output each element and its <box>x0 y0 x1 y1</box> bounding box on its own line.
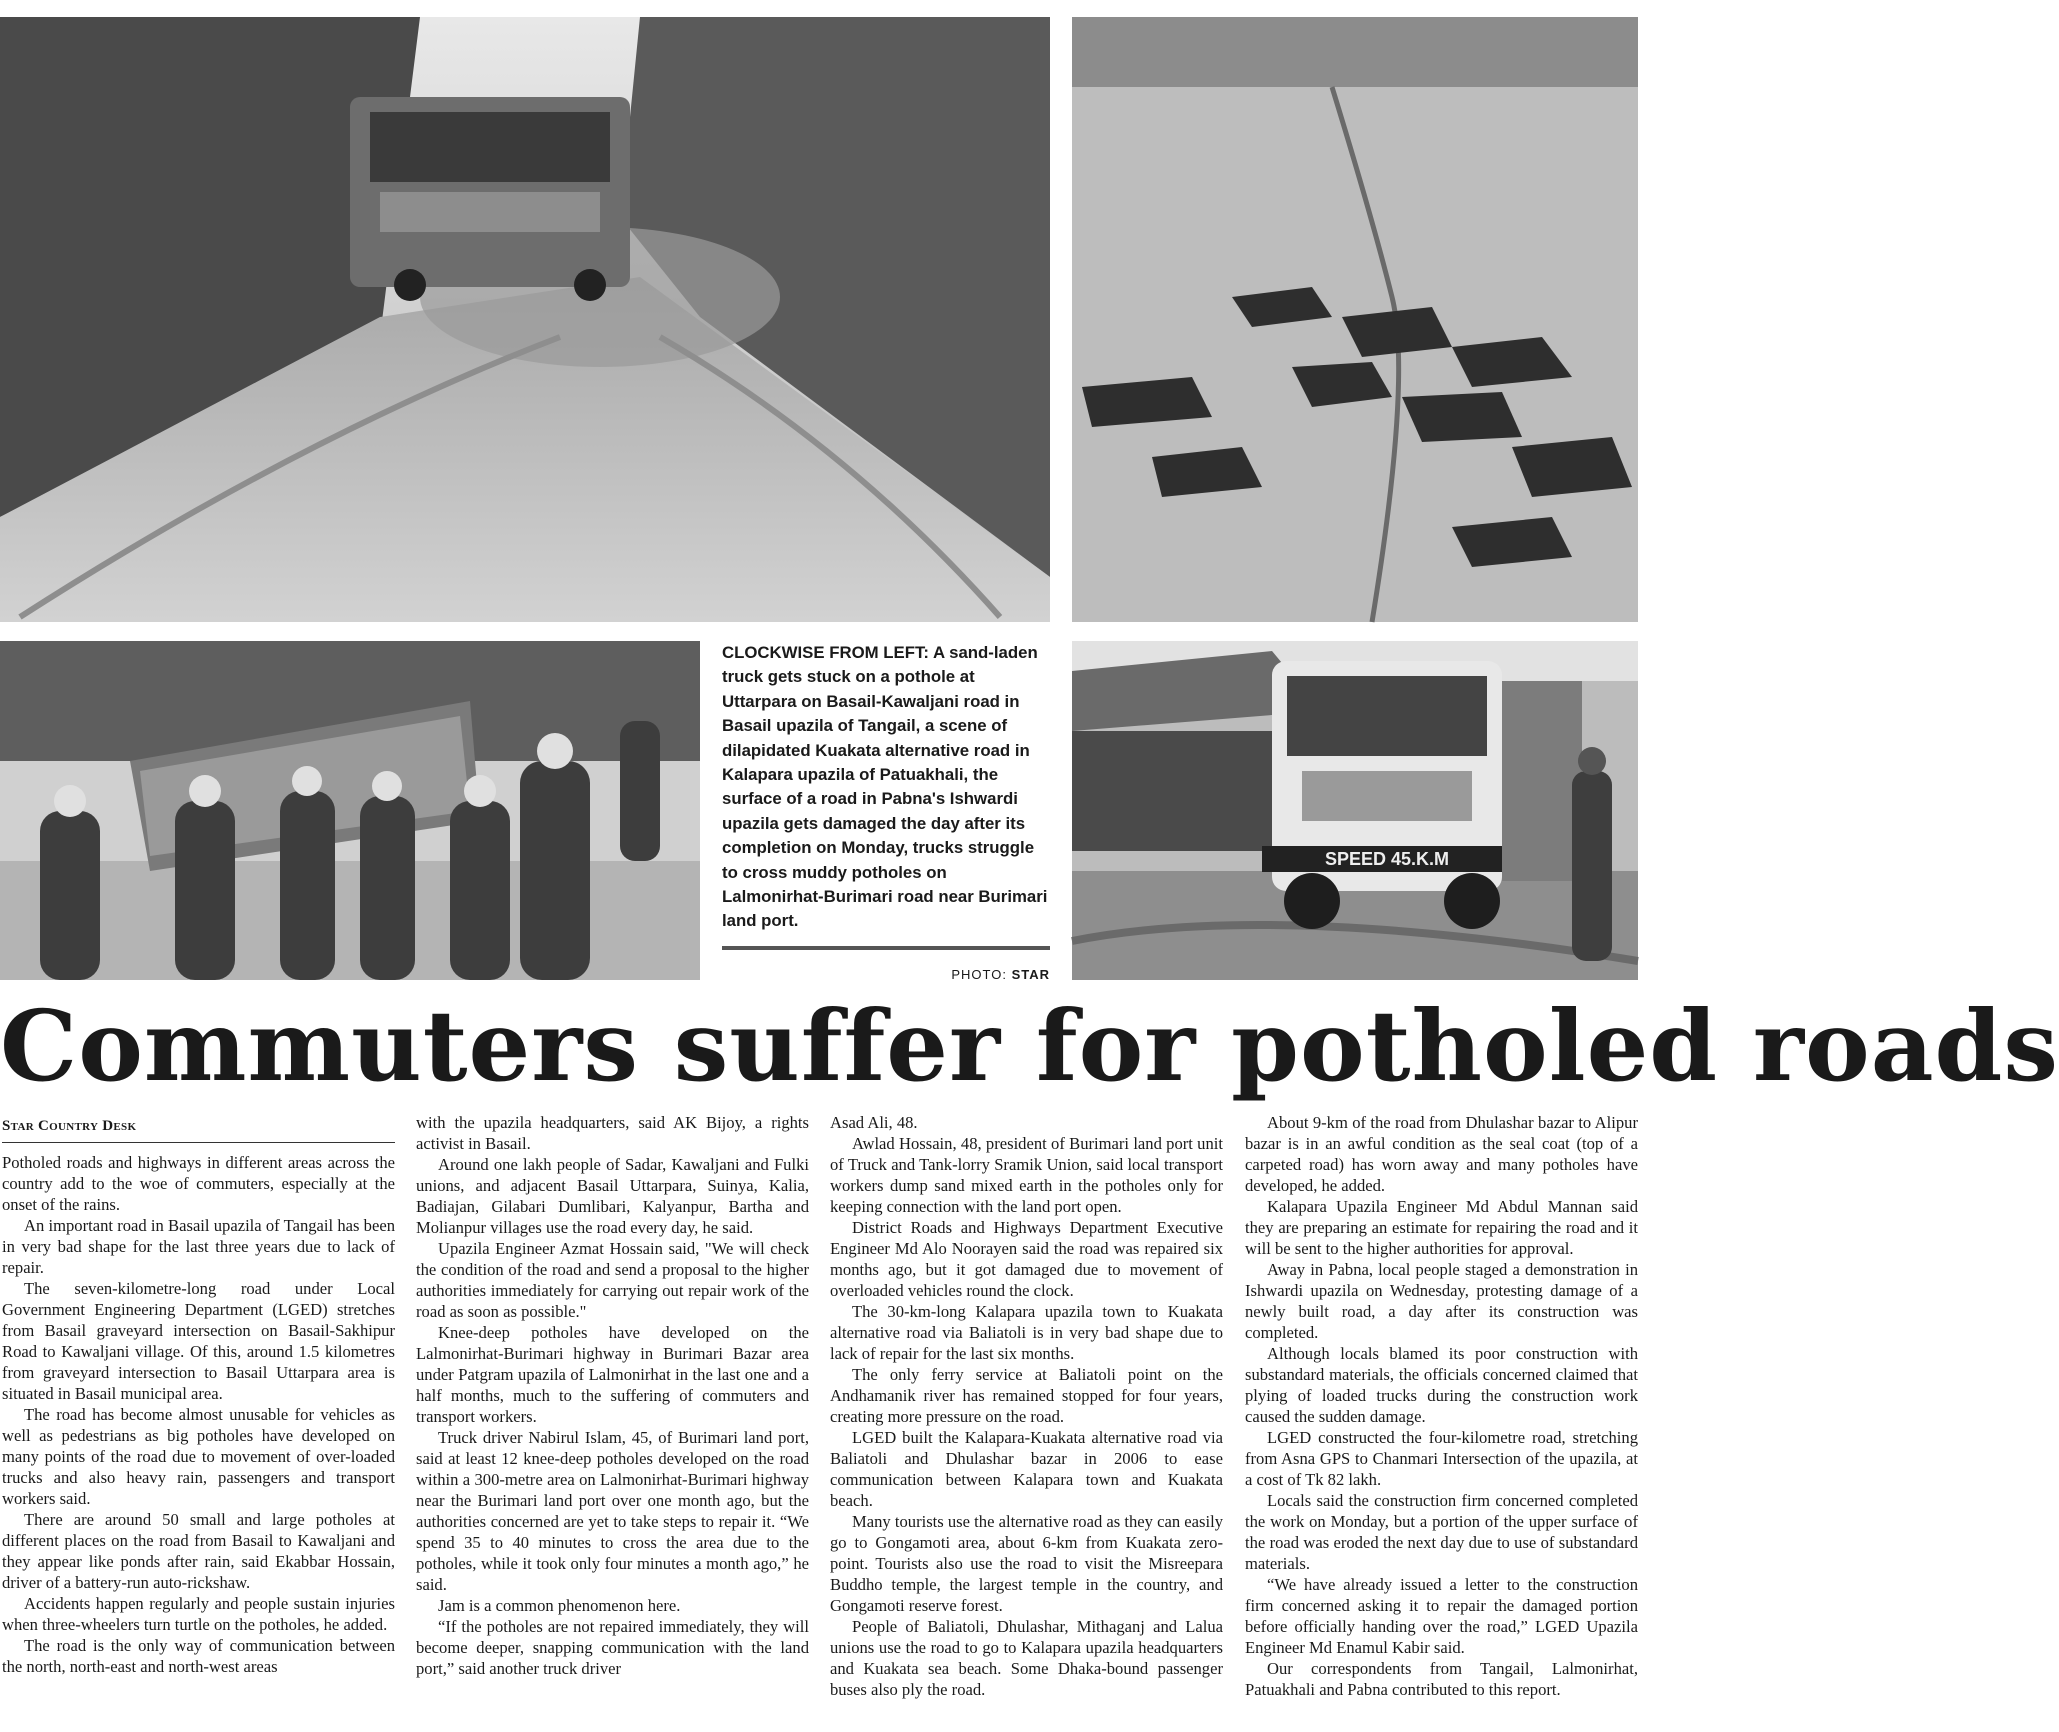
paragraph: There are around 50 small and large potholes at different places on the road from Basail to Kawaljani and they appear like ponds after rain, said Ekabbar Hossain, driver of a battery-run auto-rickshaw. <box>2 1510 395 1592</box>
headline: Commuters suffer for potholed roads <box>0 989 2059 1103</box>
photo-tata-truck-mud <box>1072 641 1638 980</box>
paragraph: “If the potholes are not repaired immediately, they will become deeper, snapping communication with the land port,” said another truck driver <box>416 1617 809 1678</box>
damaged-road-surface-photo <box>1072 17 1638 622</box>
paragraph: The road is the only way of communication between the north, north-east and north-west areas <box>2 1636 395 1676</box>
paragraph: Locals said the construction firm concerned completed the work on Monday, but a portion of the upper surface of the road was eroded the next day due to use of substandard materials. <box>1245 1491 1638 1573</box>
paragraph: LGED constructed the four-kilometre road, stretching from Asna GPS to Chanmari Intersection of the upazila, at a cost of Tk 82 lakh. <box>1245 1428 1638 1489</box>
paragraph: District Roads and Highways Department Executive Engineer Md Alo Noorayen said the road was repaired six months ago, but it got damaged due to movement of overloaded vehicles round the clock. <box>830 1218 1223 1300</box>
article-column-2 <box>416 1112 809 1679</box>
paragraph: The seven-kilometre-long road under Local Government Engineering Department (LGED) stretches from Basail graveyard intersection on Basail-Sakhipur Road to Kawaljani village. Of this, around 1.5 kilometres from graveyard intersection to Basail Uttarpara area is situated in Basail municipal area. <box>2 1279 395 1403</box>
paragraph: “We have already issued a letter to the construction firm concerned asking it to repair the damaged portion before officially handing over the road,” LGED Upazila Engineer Md Enamul Kabir said. <box>1245 1575 1638 1657</box>
photo-caption: CLOCKWISE FROM LEFT: A sand-laden truck gets stuck on a pothole at Uttarpara on Basail-Kawaljani road in Basail upazila of Tangail, a scene of dilapidated Kuakata alternative road in Kalapara upazila of Patuakhali, the surface of a road in Pabna's Ishwardi upazila gets damaged the day after its completion on Monday, trucks struggle to cross muddy potholes on Lalmonirhat-Burimari road near Burimari land port. <box>722 643 1048 931</box>
bus-on-dusty-road-photo <box>0 17 1050 622</box>
paragraph: People of Baliatoli, Dhulashar, Mithaganj and Lalua unions use the road to go to Kalapara upazila headquarters and Kuakata sea beach. Some Dhaka-bound passenger buses also ply the road. <box>830 1617 1223 1699</box>
paragraph: Awlad Hossain, 48, president of Burimari land port unit of Truck and Tank-lorry Sramik Union, said local transport workers dump sand mixed earth in the potholes only for keeping connection with the land port open. <box>830 1134 1223 1216</box>
paragraph: Accidents happen regularly and people sustain injuries when three-wheelers turn turtle on the potholes, he added. <box>2 1594 395 1634</box>
paragraph: Many tourists use the alternative road as they can easily go to Gongamoti area, about 6-km from Kuakata zero-point. Tourists also use the road to visit the Misreepara Buddho temple, the largest temple in the country, and Gongamoti reserve forest. <box>830 1512 1223 1615</box>
photo-bus-dusty-road <box>0 17 1050 622</box>
paragraph: LGED built the Kalapara-Kuakata alternative road via Baliatoli and Dhulashar bazar in 2006 to ease communication between Kalapara town and Kuakata beach. <box>830 1428 1223 1510</box>
paragraph: The road has become almost unusable for vehicles as well as pedestrians as big potholes have developed on many points of the road due to movement of over-loaded trucks and also heavy rain, passengers and transport workers said. <box>2 1405 395 1508</box>
paragraph: Although locals blamed its poor construction with substandard materials, the officials concerned claimed that plying of loaded trucks during the construction work caused the sudden damage. <box>1245 1344 1638 1426</box>
photo-credit-label: PHOTO: <box>951 967 1007 982</box>
paragraph: Asad Ali, 48. <box>830 1113 918 1132</box>
truck-speed-sign: SPEED 45.K.M <box>1324 849 1450 869</box>
article-column-3 <box>830 1112 1223 1700</box>
caption-divider <box>722 946 1050 950</box>
truck-in-mud-photo <box>1072 641 1638 980</box>
paragraph: Around one lakh people of Sadar, Kawaljani and Fulki unions, and adjacent Basail Uttarpara, Suinya, Kalia, Badiajan, Gilabari Dumlibari, Kalyanpur, Bartha and Molianpur villages use the road every day, he said. <box>416 1155 809 1237</box>
paragraph: Jam is a common phenomenon here. <box>438 1596 681 1615</box>
paragraph: About 9-km of the road from Dhulashar bazar to Alipur bazar is in an awful condition as the seal coat (top of a carpeted road) has worn away and many potholes have developed, he added. <box>1245 1113 1638 1195</box>
paragraph: Potholed roads and highways in different areas across the country add to the woe of commuters, especially at the onset of the rains. <box>2 1153 395 1214</box>
paragraph: The only ferry service at Baliatoli point on the Andhamanik river has remained stopped for four years, creating more pressure on the road. <box>830 1365 1223 1426</box>
paragraph: Kalapara Upazila Engineer Md Abdul Mannan said they are preparing an estimate for repairing the road and it will be sent to the higher authorities for approval. <box>1245 1197 1638 1258</box>
byline: Star Country Desk <box>2 1116 395 1143</box>
photo-credit-source: STAR <box>1011 967 1050 982</box>
article-column-4 <box>1245 1112 1638 1700</box>
paragraph: Upazila Engineer Azmat Hossain said, "We will check the condition of the road and send a proposal to the higher authorities immediately for carrying out repair work of the road as soon as possible." <box>416 1239 809 1321</box>
photo-credit <box>900 967 1050 982</box>
paragraph: with the upazila headquarters, said AK Bijoy, a rights activist in Basail. <box>416 1113 809 1153</box>
paragraph: Away in Pabna, local people staged a demonstration in Ishwardi upazila on Wednesday, protesting damage of a newly built road, a day after its construction was completed. <box>1245 1260 1638 1342</box>
paragraph: Truck driver Nabirul Islam, 45, of Burimari land port, said at least 12 knee-deep potholes developed on the road within a 300-metre area on Lalmonirhat-Burimari highway near the Burimari land port over one month ago, but the authorities concerned are yet to take steps to repair it. “We spend 35 to 40 minutes to cross the area due to the potholes, while it took only four minutes a month ago,” he said. <box>416 1428 809 1594</box>
article-column-1 <box>2 1116 395 1677</box>
paragraph: Knee-deep potholes have developed on the Lalmonirhat-Burimari highway in Burimari Bazar area under Patgram upazila of Lalmonirhat in the last one and a half months, much to the suffering of commuters and transport workers. <box>416 1323 809 1426</box>
paragraph: An important road in Basail upazila of Tangail has been in very bad shape for the last three years due to lack of repair. <box>2 1216 395 1277</box>
stuck-truck-photo <box>0 641 700 980</box>
paragraph: Our correspondents from Tangail, Lalmonirhat, Patuakhali and Pabna contributed to this report. <box>1245 1659 1638 1699</box>
paragraph: The 30-km-long Kalapara upazila town to Kuakata alternative road via Baliatoli is in very bad shape due to lack of repair for the last six months. <box>830 1302 1223 1363</box>
photo-stuck-truck-crowd <box>0 641 700 980</box>
photo-cracked-road-surface <box>1072 17 1638 622</box>
